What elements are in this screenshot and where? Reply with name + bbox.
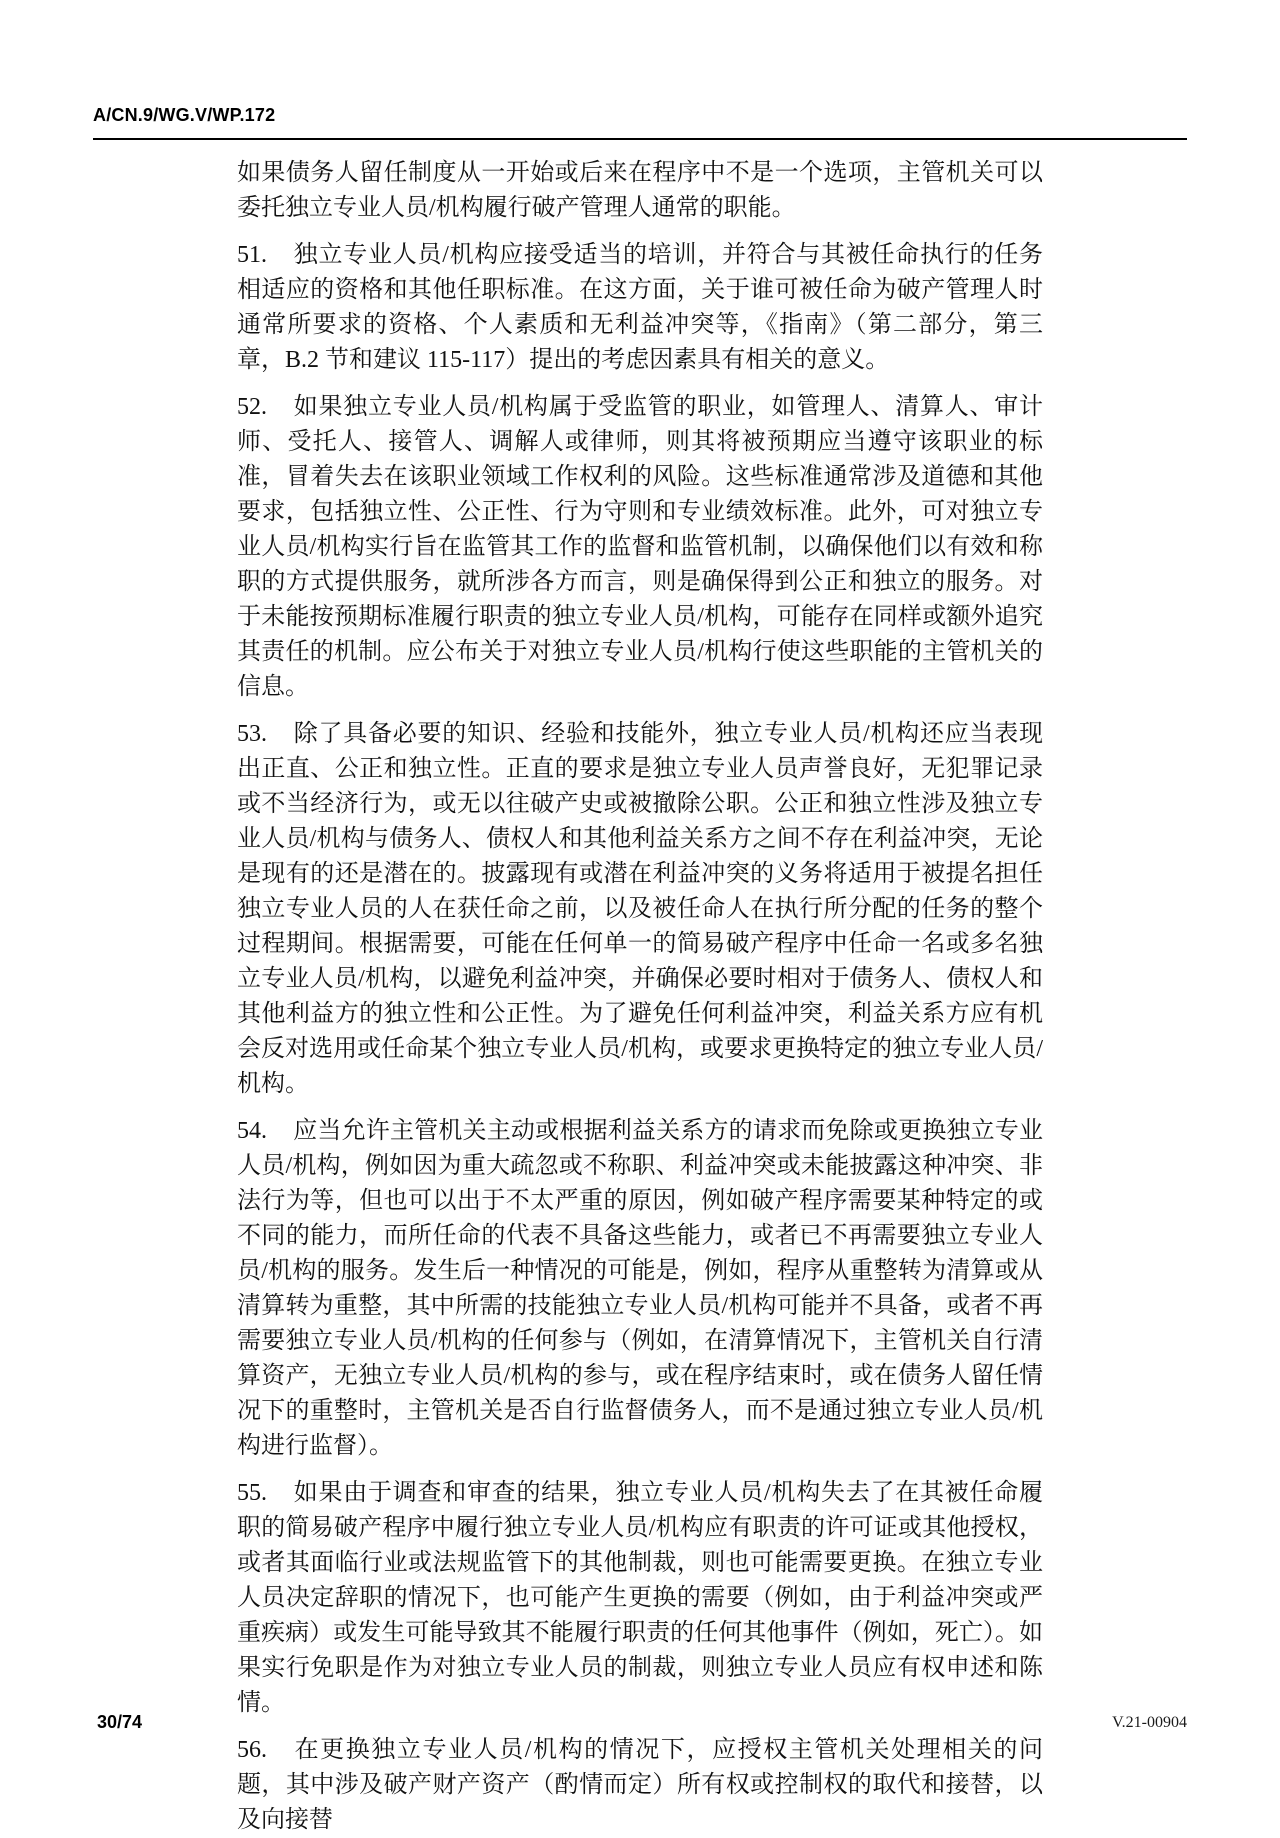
paragraph-number: 55. bbox=[237, 1480, 267, 1506]
paragraph-52 bbox=[237, 390, 1043, 705]
paragraph-number: 51. bbox=[237, 242, 267, 268]
paragraph-text: 除了具备必要的知识、经验和技能外，独立专业人员/机构还应当表现出正直、公正和独立性。正直的要求是独立专业人员声誉良好，无犯罪记录或不当经济行为，或无以往破产史或被撤除公职。公正和独立性涉及独立专业人员/机构与债务人、债权人和其他利益关系方之间不存在利益冲突，无论是现有的还是潜在的。披露现有或潜在利益冲突的义务将适用于被提名担任独立专业人员的人在获任命之前，以及被任命人在执行所分配的任务的整个过程期间。根据需要，可能在任何单一的简易破产程序中任命一名或多名独立专业人员/机构，以避免利益冲突，并确保必要时相对于债务人、债权人和其他利益方的独立性和公正性。为了避免任何利益冲突，利益关系方应有机会反对选用或任命某个独立专业人员/机构，或要求更换特定的独立专业人员/机构。 bbox=[237, 721, 1043, 1097]
paragraph-text: 应当允许主管机关主动或根据利益关系方的请求而免除或更换独立专业人员/机构，例如因为重大疏忽或不称职、利益冲突或未能披露这种冲突、非法行为等，但也可以出于不太严重的原因，例如破产程序需要某种特定的或不同的能力，而所任命的代表不具备这些能力，或者已不再需要独立专业人员/机构的服务。发生后一种情况的可能是，例如，程序从重整转为清算或从清算转为重整，其中所需的技能独立专业人员/机构可能并不具备，或者不再需要独立专业人员/机构的任何参与（例如，在清算情况下，主管机关自行清算资产，无独立专业人员/机构的参与，或在程序结束时，或在债务人留任情况下的重整时，主管机关是否自行监督债务人，而不是通过独立专业人员/机构进行监督）。 bbox=[237, 1118, 1043, 1459]
paragraph-continuation bbox=[237, 156, 1043, 226]
document-code: V.21-00904 bbox=[1112, 1714, 1187, 1731]
paragraph-56 bbox=[237, 1733, 1043, 1838]
paragraph-55 bbox=[237, 1476, 1043, 1721]
paragraph-number: 53. bbox=[237, 721, 267, 747]
paragraph-text: 在更换独立专业人员/机构的情况下，应授权主管机关处理相关的问题，其中涉及破产财产资产（酌情而定）所有权或控制权的取代和接替，以及向接替 bbox=[237, 1737, 1043, 1833]
paragraph-number: 54. bbox=[237, 1118, 267, 1144]
paragraph-51 bbox=[237, 238, 1043, 378]
paragraph-text: 独立专业人员/机构应接受适当的培训，并符合与其被任命执行的任务相适应的资格和其他任职标准。在这方面，关于谁可被任命为破产管理人时通常所要求的资格、个人素质和无利益冲突等，《指南》（第二部分，第三章，B.2 节和建议 115-117）提出的考虑因素具有相关的意义。 bbox=[237, 242, 1043, 373]
paragraph-text: 如果由于调查和审查的结果，独立专业人员/机构失去了在其被任命履职的简易破产程序中履行独立专业人员/机构应有职责的许可证或其他授权，或者其面临行业或法规监管下的其他制裁，则也可能需要更换。在独立专业人员决定辞职的情况下，也可能产生更换的需要（例如，由于利益冲突或严重疾病）或发生可能导致其不能履行职责的任何其他事件（例如，死亡）。如果实行免职是作为对独立专业人员的制裁，则独立专业人员应有权申述和陈情。 bbox=[237, 1480, 1043, 1716]
paragraph-54 bbox=[237, 1114, 1043, 1464]
paragraph-number: 56. bbox=[237, 1737, 267, 1763]
paragraph-53 bbox=[237, 717, 1043, 1102]
paragraph-text: 如果债务人留任制度从一开始或后来在程序中不是一个选项，主管机关可以委托独立专业人员/机构履行破产管理人通常的职能。 bbox=[237, 160, 1043, 221]
page-number: 30/74 bbox=[97, 1712, 143, 1732]
header-rule bbox=[93, 138, 1187, 140]
paragraph-number: 52. bbox=[237, 394, 267, 420]
paragraph-text: 如果独立专业人员/机构属于受监管的职业，如管理人、清算人、审计师、受托人、接管人、调解人或律师，则其将被预期应当遵守该职业的标准，冒着失去在该职业领域工作权利的风险。这些标准通常涉及道德和其他要求，包括独立性、公正性、行为守则和专业绩效标准。此外，可对独立专业人员/机构实行旨在监管其工作的监督和监管机制，以确保他们以有效和称职的方式提供服务，就所涉各方而言，则是确保得到公正和独立的服务。对于未能按预期标准履行职责的独立专业人员/机构，可能存在同样或额外追究其责任的机制。应公布关于对独立专业人员/机构行使这些职能的主管机关的信息。 bbox=[237, 394, 1043, 700]
document-body bbox=[237, 156, 1043, 1838]
document-symbol: A/CN.9/WG.V/WP.172 bbox=[93, 105, 276, 125]
